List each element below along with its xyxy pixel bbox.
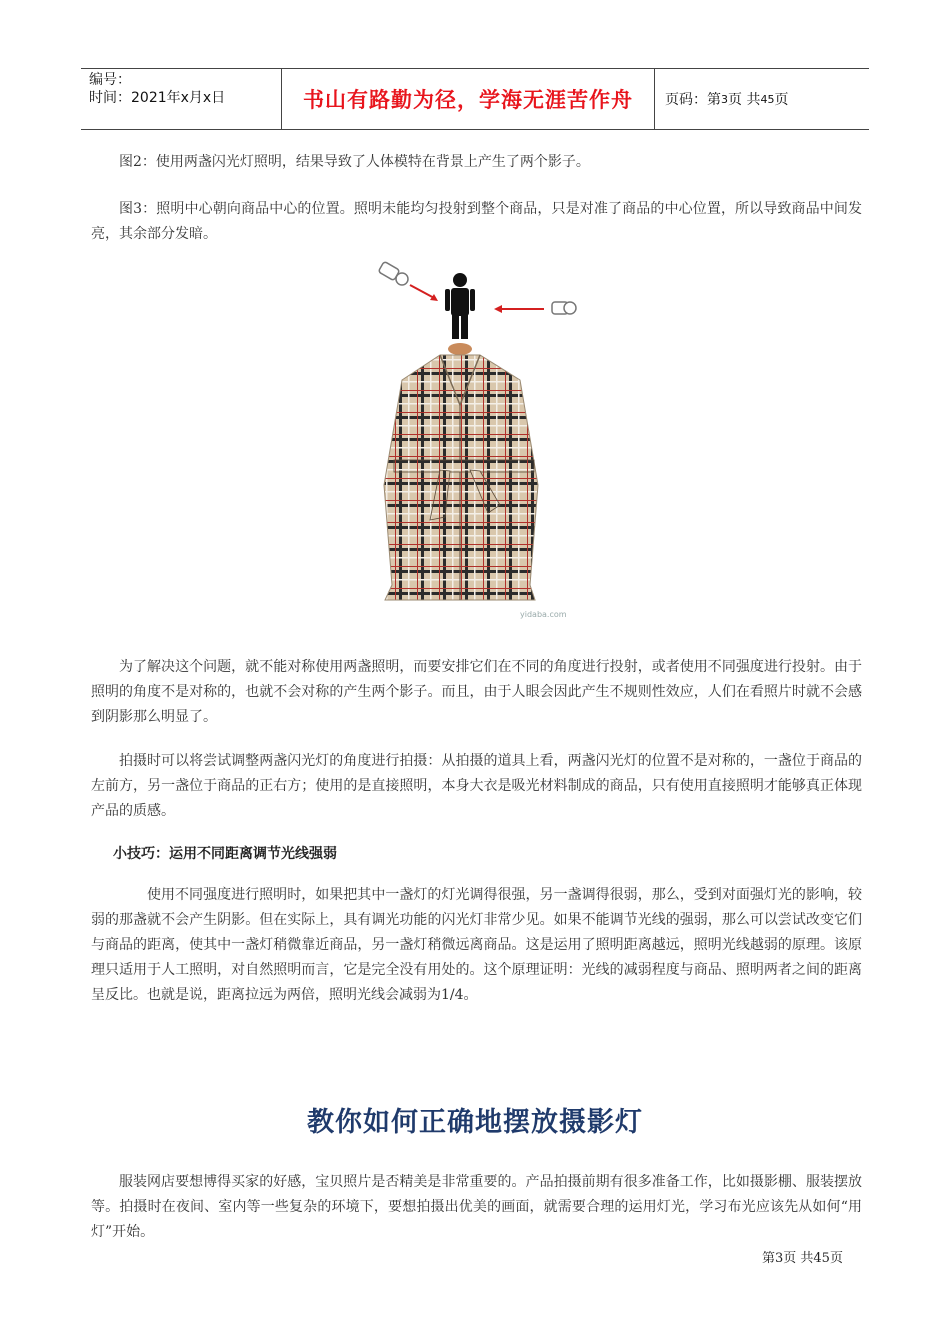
page-mid: 页 共 [728,92,761,108]
left-lamp-icon [378,261,408,285]
header-page-info [655,69,869,129]
header-meta [81,69,281,129]
paragraph-solution: 为了解决这个问题，就不能对称使用两盏照明，而要安排它们在不同的角度进行投射，或者使用不同强度进行投射。由于照明的角度不是对称的，也就不会对称的产生两个影子。而且，由于人眼会因此产生不规则性效应，人们在看照片时就不会感到阴影那么明显了。 [91,659,862,725]
figure2-caption: 图2：使用两盏闪光灯照明，结果导致了人体模特在背景上产生了两个影子。 [119,154,590,170]
doc-time-label: 时间：2021年x月x日 [89,90,226,106]
plaid-coat-image [384,355,538,600]
header-motto: 书山有路勤为径，学海无涯苦作舟 [281,69,655,129]
tip-title: 小技巧：运用不同距离调节光线强弱 [113,846,337,862]
mannequin-neck [448,343,472,355]
page-prefix: 页码：第 [665,92,721,108]
section-title: 教你如何正确地摆放摄影灯 [307,1107,643,1138]
page-number: 3 [721,92,728,106]
paragraph-section-intro: 服装网店要想博得买家的好感，宝贝照片是否精美是非常重要的。产品拍摄前期有很多准备工作，比如摄影棚、服装摆放等。拍摄时在夜间、室内等一些复杂的环境下，要想拍摄出优美的画面，就需要合理的运用灯光，学习布光应该先从如何“用灯”开始。 [91,1174,862,1240]
page-footer: 第3页 共45页 [762,1251,843,1266]
page-total: 45 [760,92,775,106]
right-arrow-head [494,305,502,313]
page-suffix: 页 [774,92,789,108]
paragraph-adjust-angle: 拍摄时可以将尝试调整两盏闪光灯的角度进行拍摄：从拍摄的道具上看，两盏闪光灯的位置不是对称的，一盏位于商品的左前方，另一盏位于商品的正右方；使用的是直接照明，本身大衣是吸光材料制成的商品，只有使用直接照明才能够真正体现产品的质感。 [91,753,862,819]
person-icon [445,273,475,339]
doc-number-label: 编号： [89,72,131,88]
figure3-caption: 图3：照明中心朝向商品中心的位置。照明未能均匀投射到整个商品，只是对准了商品的中心位置，所以导致商品中间发亮，其余部分发暗。 [91,201,862,242]
paragraph-distance-tip: 使用不同强度进行照明时，如果把其中一盏灯的灯光调得很强，另一盏调得很弱，那么，受到对面强灯光的影响，较弱的那盏就不会产生阴影。但在实际上，具有调光功能的闪光灯非常少见。如果不能调节光线的强弱，那么可以尝试改变它们与商品的距离，使其中一盏灯稍微靠近商品，另一盏灯稍微远离商品。这是运用了照明距离越远，照明光线越弱的原理。该原理只适用于人工照明，对自然照明而言，它是完全没有用处的。这个原理证明：光线的减弱程度与商品、照明两者之间的距离呈反比。也就是说，距离拉远为两倍，照明光线会减弱为1/4。 [91,887,862,1003]
right-lamp-icon [552,302,576,314]
page-header [81,68,869,130]
coat-lighting-figure [370,255,590,635]
watermark: yidaba.com [520,610,567,619]
